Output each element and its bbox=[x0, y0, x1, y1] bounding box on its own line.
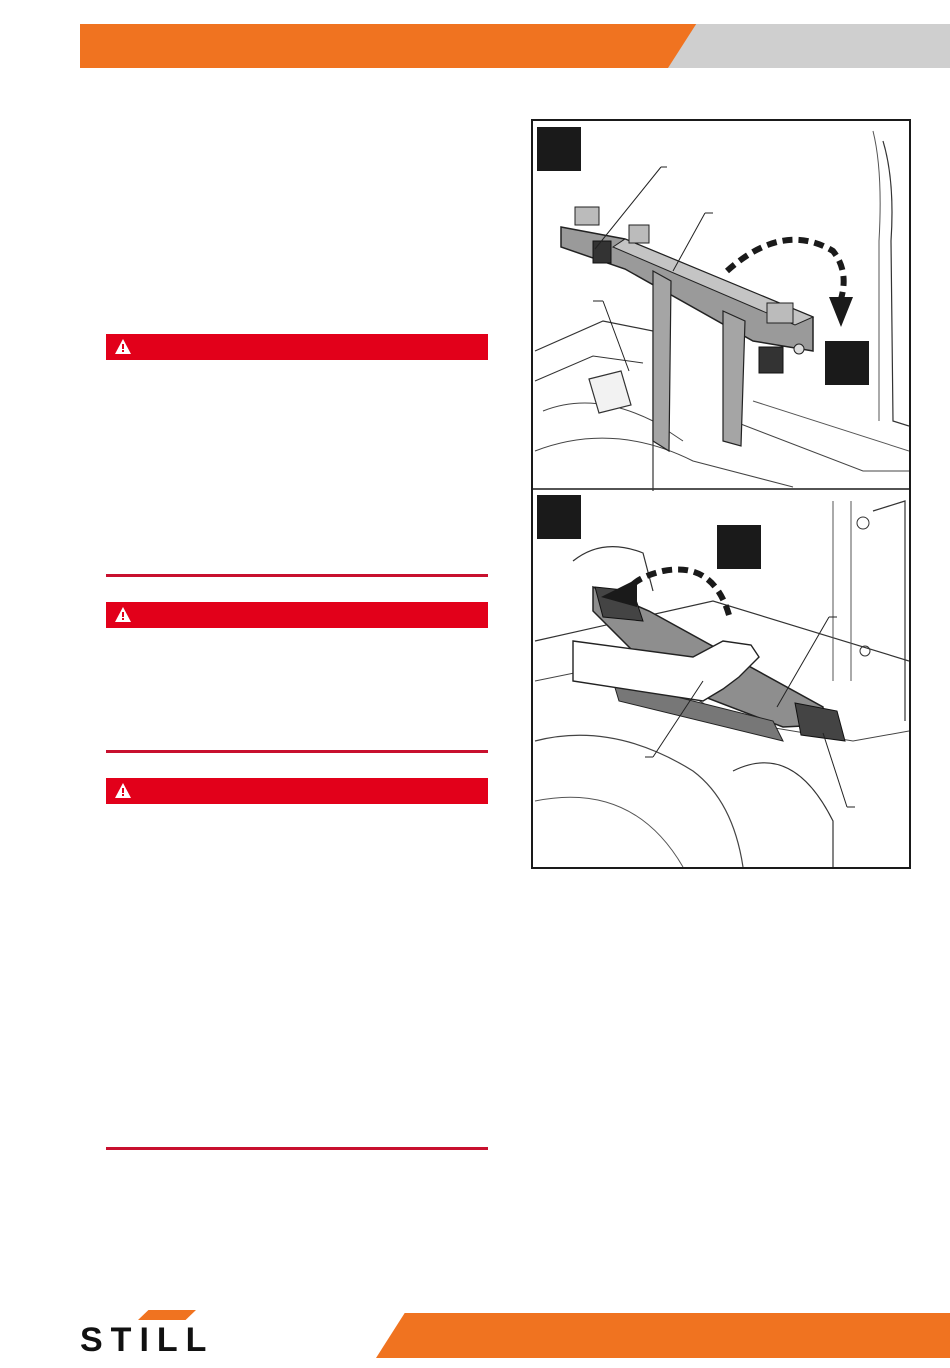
leader-line bbox=[823, 733, 847, 807]
warning-triangle-icon bbox=[114, 782, 132, 799]
footer-orange-bar bbox=[376, 1313, 950, 1358]
panel-step-marker-2 bbox=[717, 525, 761, 569]
panel-step-marker-1 bbox=[825, 341, 869, 385]
logo-swoosh bbox=[138, 1310, 196, 1320]
panel-b-marker bbox=[537, 495, 581, 539]
leader-line bbox=[673, 213, 705, 271]
top-panel bbox=[535, 127, 909, 491]
leader-line bbox=[777, 617, 829, 707]
warning-triangle-icon bbox=[114, 338, 132, 355]
header-orange-bar bbox=[80, 24, 720, 68]
warning-end-rule-1 bbox=[106, 574, 488, 577]
panel-a-marker bbox=[537, 127, 581, 171]
illustration-svg bbox=[533, 121, 909, 867]
leader-line bbox=[595, 167, 661, 249]
still-logo: STILL bbox=[80, 1321, 215, 1359]
warning-bar-2 bbox=[106, 602, 488, 628]
leader-line bbox=[603, 301, 629, 371]
warning-end-rule-2 bbox=[106, 750, 488, 753]
warning-bar-3 bbox=[106, 778, 488, 804]
bottom-panel bbox=[535, 495, 909, 867]
technical-illustration bbox=[531, 119, 911, 869]
header-gray-bar bbox=[668, 24, 950, 68]
warning-bar-1 bbox=[106, 334, 488, 360]
warning-end-rule-3 bbox=[106, 1147, 488, 1150]
warning-triangle-icon bbox=[114, 606, 132, 623]
